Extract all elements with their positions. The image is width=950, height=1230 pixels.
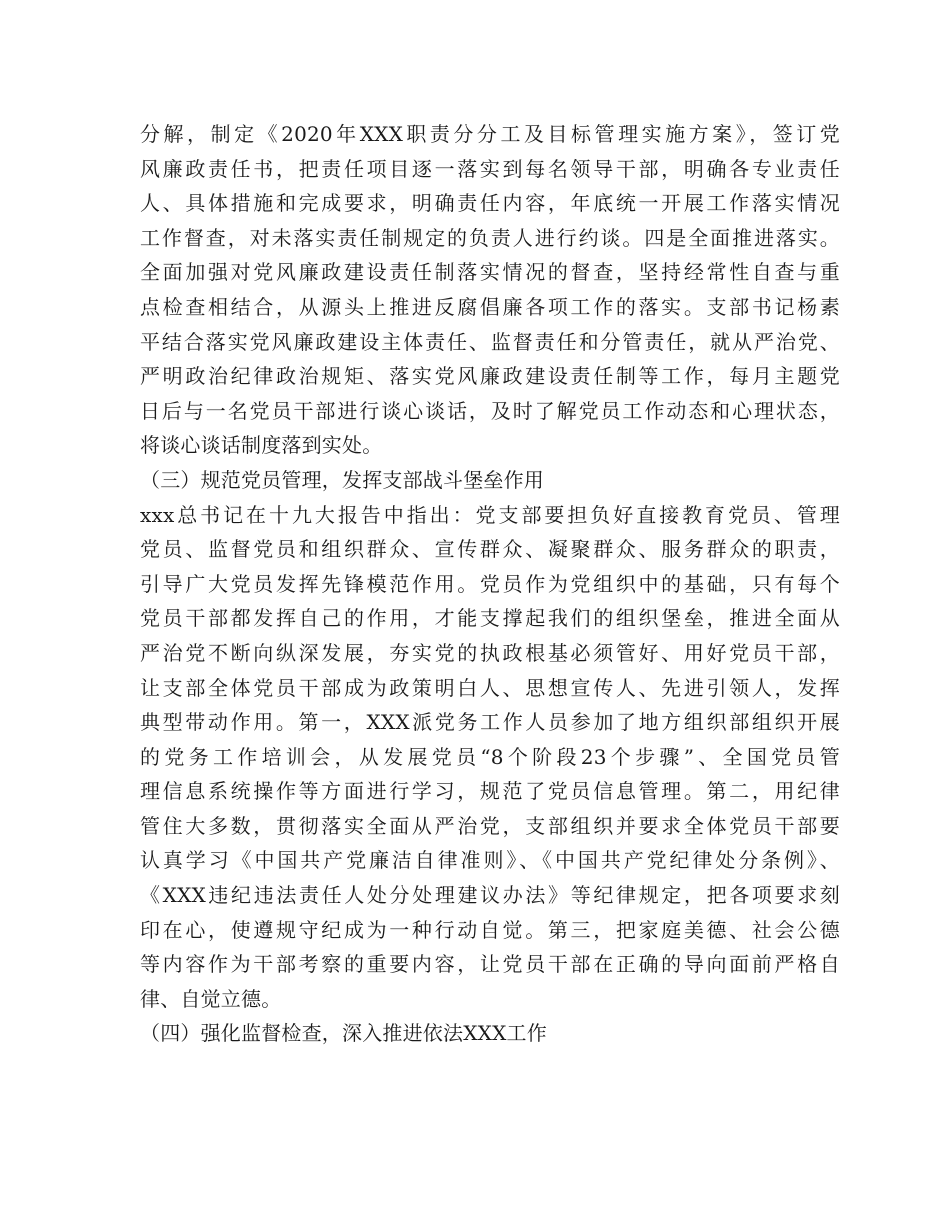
text-line: xxx总书记在十九大报告中指出：党支部要担负好直接教育党员、管理 (140, 502, 840, 527)
text-line: 理信息系统操作等方面进行学习，规范了党员信息管理。第二，用纪律 (140, 779, 840, 804)
text-line: 印在心，使遵规守纪成为一种行动自觉。第三，把家庭美德、社会公德 (140, 917, 840, 942)
text-line: 点检查相结合，从源头上推进反腐倡廉各项工作的落实。支部书记杨素 (140, 294, 840, 319)
text-line: 典型带动作用。第一，XXX派党务工作人员参加了地方组织部组织开展 (140, 710, 840, 735)
text-line: 工作督查，对未落实责任制规定的负责人进行约谈。四是全面推进落实。 (140, 225, 840, 250)
text-line: 人、具体措施和完成要求，明确责任内容，年底统一开展工作落实情况 (140, 191, 840, 216)
text-line: 将谈心谈话制度落到实处。 (140, 433, 383, 458)
text-line: 让支部全体党员干部成为政策明白人、思想宣传人、先进引领人，发挥 (140, 675, 840, 700)
text-line: 引导广大党员发挥先锋模范作用。党员作为党组织中的基础，只有每个 (140, 571, 840, 596)
text-line: 等内容作为干部考察的重要内容，让党员干部在正确的导向面前严格自 (140, 952, 840, 977)
text-line: 律、自觉立德。 (140, 986, 282, 1011)
text-line: 日后与一名党员干部进行谈心谈话，及时了解党员工作动态和心理状态， (140, 398, 840, 423)
text-line: 党员、监督党员和组织群众、宣传群众、凝聚群众、服务群众的职责， (140, 537, 840, 562)
text-line: 严明政治纪律政治规矩、落实党风廉政建设责任制等工作，每月主题党 (140, 364, 840, 389)
section-heading: （四）强化监督检查，深入推进依法XXX工作 (140, 1021, 547, 1046)
text-line: 管住大多数，贯彻落实全面从严治党，支部组织并要求全体党员干部要 (140, 813, 840, 838)
document-body (140, 117, 840, 1051)
section-heading: （三）规范党员管理，发挥支部战斗堡垒作用 (140, 467, 544, 492)
text-line: 认真学习《中国共产党廉洁自律准则》、《中国共产党纪律处分条例》、 (140, 848, 840, 873)
text-line: 《XXX违纪违法责任人处分处理建议办法》等纪律规定，把各项要求刻 (140, 883, 840, 908)
text-line: 全面加强对党风廉政建设责任制落实情况的督查，坚持经常性自查与重 (140, 260, 840, 285)
text-line: 的党务工作培训会，从发展党员“8个阶段23个步骤”、全国党员管 (140, 744, 840, 769)
text-line: 严治党不断向纵深发展，夯实党的执政根基必须管好、用好党员干部， (140, 640, 840, 665)
text-line: 党员干部都发挥自己的作用，才能支撑起我们的组织堡垒，推进全面从 (140, 606, 840, 631)
text-line: 平结合落实党风廉政建设主体责任、监督责任和分管责任，就从严治党、 (140, 329, 840, 354)
text-line: 风廉政责任书，把责任项目逐一落实到每名领导干部，明确各专业责任 (140, 156, 840, 181)
text-line: 分解，制定《2020年XXX职责分分工及目标管理实施方案》，签订党 (140, 122, 840, 146)
